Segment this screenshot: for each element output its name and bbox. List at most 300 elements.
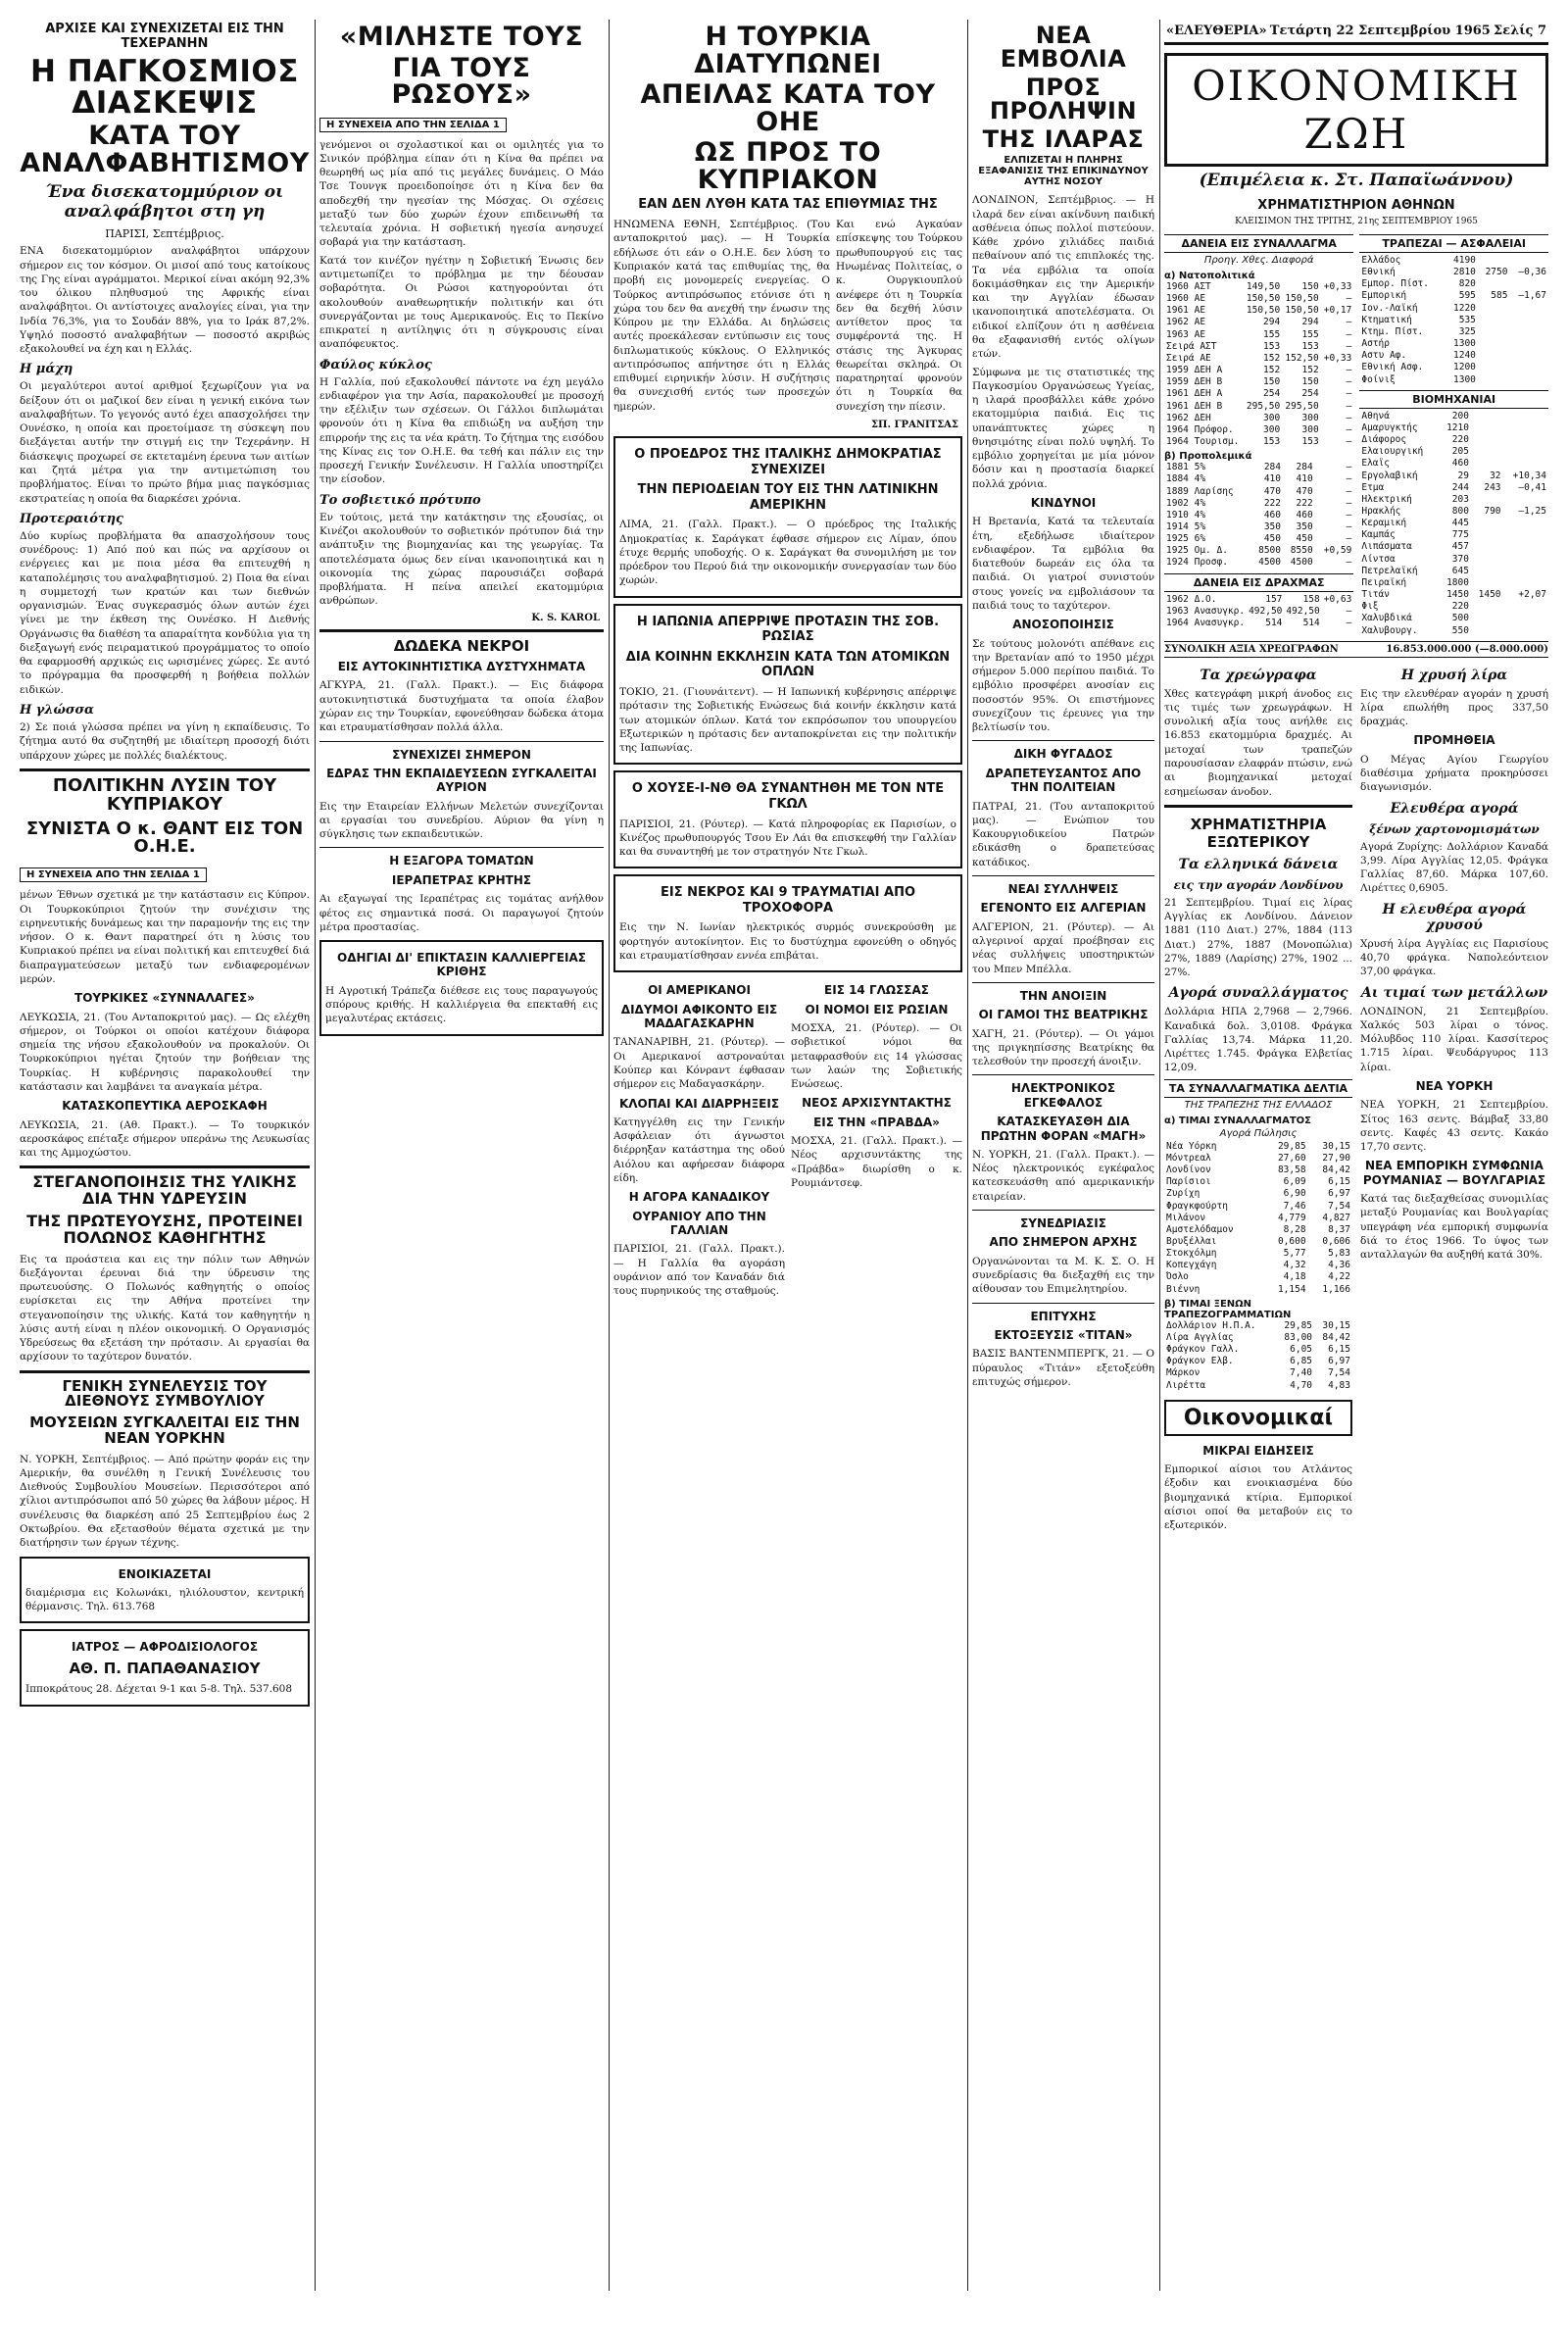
row-label: Ιον.-Λαϊκή [1361, 302, 1418, 314]
row-value: 155 [1263, 328, 1281, 340]
row-value [1478, 338, 1510, 350]
section-heading: Φαύλος κύκλος [319, 357, 432, 372]
classified-ad [20, 1629, 310, 1706]
table-row [1164, 329, 1353, 341]
row-label: Βιέννη [1166, 1283, 1200, 1295]
headline: Ο ΠΡΟΕΔΡΟΣ ΤΗΣ ΙΤΑΛΙΚΗΣ ΔΗΜΟΚΡΑΤΙΑΣ ΣΥΝΕΧΙΖΕΙ [634, 446, 942, 477]
row-label: Αστήρ [1361, 338, 1390, 350]
headline: ΠΡΟΣ ΠΡΟΛΗΨΙΝ [989, 73, 1138, 125]
article-body: Η Βρετανία, Κατά τα τελευταία έτη, εξεδήλωσε ιδιαίτερον ενδιαφέρον. Τα εμβόλια θα διατεθούν δωρεάν εις όλα τα παιδιά. Οι γιατροί συνιστούν στους γονείς να εμβολιάσουν τα παιδιά τους το ταχύτερον. [972, 516, 1154, 612]
row-value: 800 [1451, 505, 1469, 517]
table-row [1164, 341, 1353, 353]
article-body: ΜΟΣΧΑ, 21. (Γαλλ. Πρακτ.). — Νέος αρχισυντάκτης της «Πράβδα» διωρίσθη ο κ. Ρουμιάντσεφ. [791, 1135, 962, 1189]
row-value: 155 [1301, 328, 1319, 340]
row-label: Αθηνά [1361, 410, 1390, 421]
row-value: 775 [1451, 529, 1469, 541]
table-row [1164, 376, 1353, 388]
row-value [1503, 613, 1548, 624]
row-value [1509, 315, 1548, 326]
row-value: —1,67 [1518, 290, 1546, 302]
row-value: —0,41 [1518, 481, 1546, 493]
divider [972, 875, 1154, 876]
row-value: 150 [1301, 376, 1319, 388]
row-label: 1902 4% [1166, 497, 1206, 509]
row-value [1471, 518, 1503, 529]
table-row [1164, 317, 1353, 328]
table-row [1359, 350, 1548, 362]
table-row [1164, 618, 1353, 629]
row-value [1503, 529, 1548, 541]
row-value: 157 [1265, 593, 1283, 605]
row-value: 152 [1263, 352, 1281, 364]
notice-title: ΟΔΗΓΙΑΙ ΔΙ' ΕΠΙΚΤΑΣΙΝ ΚΑΛΛΙΕΡΓΕΙΑΣ ΚΡΙΘΗΣ [337, 951, 586, 979]
table-row [1359, 338, 1548, 350]
table-row [1359, 411, 1548, 422]
row-value [1503, 411, 1548, 422]
row-value [1478, 315, 1510, 326]
row-value [1471, 411, 1503, 422]
article-body: Σε τούτους μολονότι απέθανε εις την Βρετανίαν από το 1950 μέχρι σήμερον 5.000 περίπου παιδιά. Το εμβόλιο προσφέρει ανοσίαν εις ποσοστόν 95%. Οι επιστήμονες συνεχίζουν τις έρευνες για την βελτίωσίν του. [972, 637, 1154, 734]
divider [972, 1074, 1154, 1075]
table-title: ΔΑΝΕΙΑ ΕΙΣ ΔΡΑΧΜΑΣ [1164, 573, 1353, 592]
section-title: ΟΙΚΟΝΟΜΙΚΗ ΖΩΗ [1164, 53, 1548, 167]
row-label: 1964 Πρόφορ. [1166, 423, 1234, 435]
row-value: 4,70 [1290, 1379, 1313, 1391]
row-label: Πετρελαϊκή [1361, 565, 1418, 576]
row-value [1503, 518, 1548, 529]
row-value: 595 [1458, 290, 1476, 302]
headline: ΟΙ ΝΟΜΟΙ ΕΙΣ ΡΩΣΙΑΝ [805, 1002, 949, 1016]
ad-name: ΑΘ. Π. ΠΑΠΑΘΑΝΑΣΙΟΥ [69, 1659, 261, 1677]
row-value: 150,50 [1285, 293, 1319, 305]
row-value: 8,37 [1328, 1223, 1350, 1235]
row-label: Ζυρίχη [1166, 1188, 1200, 1200]
row-value: 284 [1263, 462, 1281, 473]
table-row [1164, 1141, 1352, 1153]
row-value: 5,83 [1328, 1248, 1350, 1260]
table-row [1164, 1213, 1352, 1224]
table-row [1164, 533, 1353, 545]
article-body: Αγορά Ζυρίχης: Δολλάριον Καναδά 3,99. Λίρα Αγγλίας 12,05. Φράγκα Γαλλίας 87,60. Μάρκα 107,60. Λιρέττες 0,6905. [1360, 840, 1548, 895]
row-label: Βρυξέλλαι [1166, 1235, 1217, 1247]
headline: Η ΑΓΟΡΑ ΚΑΝΑΔΙΚΟΥ [628, 1190, 770, 1205]
row-label: Ετμα [1361, 481, 1385, 493]
headline: ΗΛΕΚΤΡΟΝΙΚΟΣ ΕΓΚΕΦΑΛΟΣ [1010, 1081, 1116, 1110]
row-value: — [1346, 328, 1352, 340]
column-rule [609, 20, 610, 2291]
table-row [1164, 1165, 1352, 1176]
row-value: 150 [1263, 376, 1281, 388]
row-label: Εμπορ. Πίστ. [1361, 278, 1429, 290]
headline: Η ΙΑΠΩΝΙΑ ΑΠΕΡΡΙΨΕ ΠΡΟΤΑΣΙΝ ΤΗΣ ΣΟΒ. ΡΩΣΙΑΣ [636, 614, 940, 645]
article-body: ΛΟΝΔΙΝΟΝ, Σεπτέμβριος. — Η ιλαρά δεν είναι ακίνδυνη παιδική ασθένεια όπως πολλοί πιστεύουν. Κάθε χρόνο χιλιάδες παιδιά πεθαίνουν από τις επιπλοκές της. Τα νέα εμβόλια τα οποία δοκιμάσθηκαν εις την Αμερικήν και την Αγγλίαν έδωσαν ικανοποιητικά αποτελέσματα. Οι ειδικοί ελπίζουν ότι η ασθένεια θα εξαφανισθή εντός ολίγων ετών. [972, 194, 1154, 361]
divider [972, 1303, 1154, 1304]
row-value: 84,42 [1322, 1165, 1350, 1176]
row-value: 2750 [1485, 267, 1508, 278]
subheading: ΝΕΑ ΥΟΡΚΗ [1415, 1078, 1494, 1093]
row-value: 32 [1490, 470, 1501, 481]
row-value: 460 [1263, 509, 1281, 521]
row-label: Λιρέττα [1166, 1379, 1206, 1391]
row-value: 4500 [1290, 557, 1313, 569]
row-value: 294 [1301, 317, 1319, 328]
row-value: — [1346, 340, 1352, 352]
row-label: 1962 ΔΕΗ [1166, 412, 1211, 423]
row-value: 0,606 [1322, 1235, 1350, 1247]
article-body: ΑΓΚΥΡΑ, 21. (Γαλλ. Πρακτ.). — Εις διάφορα αυτοκινητιστικά δυστυχήματα τα οποία έλαβον χώραν εις την Τουρκίαν, εφονεύθησαν δώδεκα άτομα και ετραυματίσθησαν πολλά άλλα. [319, 679, 604, 734]
row-value: 645 [1451, 565, 1469, 576]
news-box [613, 874, 962, 972]
headline: Η ΕΞΑΓΟΡΑ ΤΟΜΑΤΩΝ [389, 854, 534, 868]
article-body: Εις την Εταιρείαν Ελλήνων Μελετών συνεχίζονται αι εργασίαι του συνεδρίου. Αύριον θα γίνη η σύγκλησις των εκπαιδευτικών. [319, 800, 604, 841]
row-label: Ηλεκτρική [1361, 493, 1412, 505]
section-heading: ΠΡΟΜΗΘΕΙΑ [1413, 733, 1495, 748]
row-value: 4190 [1453, 255, 1476, 266]
table-row [1164, 1367, 1352, 1379]
table-row [1164, 401, 1353, 413]
row-value [1478, 278, 1510, 290]
row-label: Σειρά ΑΕ [1166, 352, 1211, 364]
article-body: 2) Σε ποιά γλώσσα πρέπει να γίνη η εκπαίδευσις. Το ζήτημα αυτό θα συζητηθή με ιδιαίτερη προσοχή διότι υπάρχουν χώρες με πολλές διαλέκτους. [20, 720, 310, 762]
headline: ΝΕΑΙ ΣΥΛΛΗΨΕΙΣ [1007, 881, 1119, 896]
small-news-title: ΜΙΚΡΑΙ ΕΙΔΗΣΕΙΣ [1202, 1443, 1314, 1458]
boxed-notice [319, 940, 604, 1036]
row-value: +0,33 [1323, 281, 1352, 292]
row-value: 29,85 [1277, 1140, 1306, 1152]
news-box [613, 770, 962, 868]
row-value: — [1346, 497, 1352, 509]
row-value: 6,05 [1290, 1344, 1313, 1356]
row-value: 1450 [1478, 589, 1501, 601]
row-label: 1964 Τουρισμ. [1166, 436, 1240, 448]
issue-date: Τετάρτη 22 Σεπτεμβρίου 1965 [1269, 24, 1491, 38]
table-group: β) Προπολεμικά [1164, 451, 1252, 463]
subheadline: ΚΑΤΑΣΚΟΠΕΥΤΙΚΑ ΑΕΡΟΣΚΑΦΗ [62, 1099, 268, 1114]
row-value: 6,09 [1283, 1176, 1306, 1188]
brief-column-right [791, 978, 962, 1302]
subheading: Τα ελληνικά δάνεια [1178, 856, 1339, 872]
article-body: Κατά τον κινέζον ηγέτην η Σοβιετική Ένωσις δεν αντιμετωπίζει το πρόβλημα με την δέουσαν σοβαρότητα. Οι Ρώσοι κατηγορούνται ότι ακολουθούν αναθεωρητικήν πολιτικήν και ότι συνεργάζονται με τους Αμερικανούς. Εις το Πεκίνο επικρατεί η αντίληψις ότι η σύγκρουσις είναι αναπόφευκτος. [319, 254, 604, 351]
row-value: 1300 [1453, 338, 1476, 350]
row-label: 1960 ΑΕ [1166, 293, 1206, 305]
row-value [1509, 326, 1548, 338]
table-row [1164, 1380, 1352, 1392]
table-row [1164, 462, 1353, 473]
row-label: 1964 Ανασυγκρ. [1166, 617, 1246, 628]
table-row [1359, 601, 1548, 613]
article-body: ΠΑΡΙΣΙΟΙ, 21. (Γαλλ. Πρακτ.). — Η Γαλλία θα αγοράση ουράνιον από τον Καναδάν διά τους πυρηνικούς της σταθμούς. [613, 1243, 785, 1298]
article-body: ΤΟΚΙΟ, 21. (Γιουνάιτεντ). — Η Ιαπωνική κυβέρνησις απέρριψε πρότασιν της Σοβιετικής Ενώσεως διά κοινήν έκκλησιν κατά των ατομικών όπλων. Κατά τον εκπρόσωπον του υπουργείου Εξωτερικών η πρότασις δεν ανταποκρίνεται εις την πολιτικήν της Ιαπωνίας. [619, 685, 956, 755]
headline: ΚΑΤΑ ΤΟΥ ΑΝΑΛΦΑΒΗΤΙΣΜΟΥ [20, 121, 310, 178]
row-value: — [1346, 376, 1352, 388]
headline: ΔΡΑΠΕΤΕΥΣΑΝΤΟΣ ΑΠΟ ΤΗΝ ΠΟΛΙΤΕΙΑΝ [985, 766, 1142, 795]
headline: Η ΠΑΓΚΟΣΜΙΟΣ ΔΙΑΣΚΕΨΙΣ [30, 54, 299, 121]
article-body: Χρυσή λίρα Αγγλίας εις Παρισίους 40,70 φράγκα. Ναπολεόντειον 37,00 φράγκα. [1360, 937, 1548, 978]
row-value: — [1346, 605, 1352, 617]
row-value [1503, 601, 1548, 613]
row-label: Καμπάς [1361, 529, 1396, 541]
column-4 [972, 20, 1154, 2291]
headline: Ο ΧΟΥΣΕ-Ι-ΝΘ ΘΑ ΣΥΝΑΝΤΗΘΗ ΜΕ ΤΟΝ ΝΤΕ ΓΚΩΛ [631, 781, 945, 812]
subheadline: Ένα δισεκατομμύριον οι αναλφάβητοι στη γη [45, 182, 284, 223]
divider [1164, 805, 1352, 808]
exchange-title: ΧΡΗΜΑΤΙΣΤΗΡΙΟΝ ΑΘΗΝΩΝ [1257, 198, 1455, 213]
article-body: μένων Έθνων σχετικά με την κατάστασιν εις Κύπρον. Οι Τουρκοκύπριοι ζητούν την συνέχισιν της ειρηνευτικής δυνάμεως και την παραμονήν της εις την νήσον. Ο κ. Θαντ παρατηρεί ότι η λύσις του Κυπριακού πρέπει να είναι πολιτική και επιτευχθεί διά διαπραγματεύσεων μεταξύ των ενδιαφερομένων μερών. [20, 889, 310, 985]
row-value: 585 [1491, 290, 1508, 302]
row-label: 1963 ΑΕ [1166, 328, 1206, 340]
table-row [1359, 589, 1548, 601]
row-value: 1200 [1453, 362, 1476, 373]
row-value: 460 [1451, 458, 1469, 470]
row-value: 500 [1451, 613, 1469, 624]
article-body: Χθες κατεγράφη μικρή άνοδος εις τις τιμές των χρεωγράφων. Η συνολική αξία τους ανήλθε εις 16.853 εκατομμύρια δραχμές. Αι μετοχαί των τραπεζών παρουσίασαν ελαφράν πτώσιν, ενώ αι βιομηχανικαί μετοχαί εσημείωσαν άνοδον. [1164, 687, 1352, 798]
row-label: Στοκχόλμη [1166, 1248, 1217, 1260]
row-value: 7,54 [1328, 1367, 1350, 1379]
row-value [1471, 566, 1503, 577]
article-body: Και ενώ Αγκαύαν επίσκεψης του Τούρκου πρωθυπουργού εις τας Ηνωμένας Πολιτείας, ο κ. Ουργκιουπλού ανέφερε ότι η Τουρκία δεν θα δεχθή λύσιν αντίθετον προς τα συμφέροντά της. Η στάσις της Άγκυρας θεωρείται σκληρά. Οι παρατηρηταί φρονούν ότι η Τουρκία θα συνεχίση την πίεσιν. [835, 219, 962, 413]
table-row [1164, 436, 1353, 448]
finance-section [1164, 20, 1548, 2291]
row-label: Διάφορος [1361, 434, 1407, 446]
row-label: Παρίσιοι [1166, 1176, 1211, 1188]
row-label: 1914 5% [1166, 521, 1206, 532]
row-value: 29 [1457, 470, 1469, 481]
row-label: Δολλάριον Η.Π.Α. [1166, 1319, 1256, 1331]
headline: ΕΠΙΤΥΧΗΣ [1030, 1309, 1097, 1323]
row-value [1503, 494, 1548, 506]
table-row [1359, 446, 1548, 458]
article-body: ΤΑΝΑΝΑΡΙΒΗ, 21. (Ρόυτερ). — Οι Αμερικανοί αστροναύται Κούπερ και Κόνραντ έφθασαν σήμερον εις Μαδαγασκάρην. [613, 1036, 785, 1091]
row-value: 8500 [1258, 545, 1281, 557]
row-label: 1962 Δ.Ο. [1166, 593, 1217, 605]
table-row [1164, 1236, 1352, 1248]
row-value: 1300 [1453, 373, 1476, 385]
row-value: 284 [1296, 462, 1313, 473]
row-label: 1925 6% [1166, 533, 1206, 545]
row-value: 153 [1301, 340, 1319, 352]
banknotes-table [1164, 1320, 1352, 1392]
row-value: 492,50 [1286, 605, 1320, 617]
row-value: 1210 [1446, 421, 1469, 433]
row-label: Όσλο [1166, 1271, 1189, 1283]
row-label: Μόντρεαλ [1166, 1152, 1211, 1164]
row-label: Λίντσα [1361, 553, 1396, 565]
table-row [1164, 1176, 1352, 1188]
section-heading: ΑΝΟΣΟΠΟΙΗΣΙΣ [1012, 618, 1114, 632]
row-value [1509, 362, 1548, 373]
row-value: 7,54 [1328, 1200, 1350, 1212]
row-value: 150,50 [1246, 305, 1281, 317]
banks-table [1359, 255, 1548, 386]
loans-table-2 [1164, 462, 1353, 569]
row-label: Φράγκον Γαλλ. [1166, 1344, 1240, 1356]
row-value [1509, 350, 1548, 362]
table-title: ΤΑ ΣΥΝΑΛΛΑΓΜΑΤΙΚΑ ΔΕΛΤΙΑ [1164, 1079, 1352, 1098]
article-body: ΗΝΩΜΕΝΑ ΕΘΝΗ, Σεπτέμβριος. (Του ανταποκριτού μας). — Η Τουρκία εδήλωσε ότι εάν ο Ο.Η.Ε. δεν λύση το Κυπριακόν κατά τας επιθυμίας της, θα προβή εις μονομερείς ενεργείας. Ο Τούρκος αντιπρόσωπος ετόνισε ότι η χώρα του δεν θα ανεχθή την ένωσιν της Κύπρου με την Ελλάδα. Αι δηλώσεις αυτές προεκάλεσαν εντύπωσιν εις τους διπλωματικούς κύκλους. Ο Ελληνικός αντιπρόσωπος απήντησε ότι η Ελλάς επιθυμεί ειρηνικήν λύσιν. Η συζήτησις θα συνεχισθή εντός των προσεχών ημερών. [613, 219, 830, 413]
row-label: 1961 ΔΕΗ Α [1166, 388, 1223, 400]
table-row [1164, 424, 1353, 436]
article-body: ΜΟΣΧΑ, 21. (Ρόυτερ). — Οι σοβιετικοί νόμοι θα μεταφρασθούν εις 14 γλώσσας των λαών της Σοβιετικής Ενώσεως. [791, 1022, 962, 1091]
row-value: 6,85 [1290, 1356, 1313, 1367]
article-body: Εν τούτοις, μετά την κατάκτησιν της εξουσίας, οι Κινέζοι ακολουθούν το σοβιετικόν πρότυπον διά την ανάπτυξιν της βιομηχανίας και της γεωργίας. Τα αποτελέσματα όμως δεν είναι ικανοποιητικά και η οικονομία της χώρας παρουσιάζει σοβαρά προβλήματα. Η πείνα απειλεί εκατομμύρια ανθρώπων. [319, 511, 604, 608]
headline: ΔΙΚΗ ΦΥΓΑΔΟΣ [1013, 747, 1113, 762]
row-value: 7,40 [1290, 1367, 1313, 1379]
newspaper-name: «ΕΛΕΥΘΕΡΙΑ» [1166, 24, 1267, 38]
article-body: Εις την ελευθέραν αγοράν η χρυσή λίρα επωλήθη προς 337,50 δραχμάς. [1360, 687, 1548, 728]
table-row [1164, 510, 1353, 521]
subheading: Ελευθέρα αγορά [1390, 800, 1519, 817]
row-value: +0,59 [1323, 545, 1352, 557]
table-group: α) Νατοπολιτικά [1164, 271, 1255, 281]
continuation-label: Η ΣΥΝΕΧΕΙΑ ΑΠΟ ΤΗΝ ΣΕΛΙΔΑ 1 [20, 868, 207, 882]
headline: ΚΛΟΠΑΙ ΚΑΙ ΔΙΑΡΡΗΞΕΙΣ [618, 1096, 780, 1111]
section-heading: Η χρυσή λίρα [1400, 667, 1508, 683]
row-label: Ελλάδος [1361, 255, 1401, 266]
row-value: 222 [1263, 497, 1281, 509]
headline: ΕΓΕΝΟΝΤΟ ΕΙΣ ΑΛΓΕΡΙΑΝ [980, 901, 1147, 916]
headline: ΠΟΛΙΤΙΚΗΝ ΛΥΣΙΝ ΤΟΥ ΚΥΠΡΙΑΚΟΥ [52, 774, 277, 815]
row-value: — [1346, 509, 1352, 521]
article-body: ΠΑΡΙΣΙΟΙ, 21. (Ρόυτερ). — Κατά πληροφορίας εκ Παρισίων, ο Κινέζος πρωθυπουργός Τσου Εν Λάι θα επισκεφθή την Γαλλίαν και θα συναντηθή με τον στρατηγόν Ντε Γκωλ. [619, 818, 956, 859]
row-value: 153 [1263, 436, 1281, 448]
row-value [1478, 350, 1510, 362]
row-value: 1,166 [1322, 1283, 1350, 1295]
section-heading: ΚΙΝΔΥΝΟΙ [1030, 495, 1097, 510]
table-row [1359, 422, 1548, 434]
table-row [1359, 315, 1548, 326]
row-label: Λονδίνον [1166, 1165, 1211, 1176]
row-label: Ελαιουργική [1361, 446, 1424, 458]
table-row [1359, 255, 1548, 267]
row-value: 6,15 [1328, 1344, 1350, 1356]
divider [20, 1165, 310, 1168]
row-value [1478, 362, 1510, 373]
row-value: 27,60 [1277, 1152, 1306, 1164]
article-body: Ν. ΥΟΡΚΗ, Σεπτέμβριος. — Από πρώτην φοράν εις την Αμερικήν, θα συνέλθη η Γενική Συνέλευσις του Διεθνούς Συμβουλίου Μουσείων. Περισσότεροι από χίλιοι αντιπρόσωποι από 50 χώρες θα λάβουν μέρος. Η συνέλευσις θα διαρκέση από 25 Σεπτεμβρίου έως 2 Οκτωβρίου. Θα εξετασθούν θέματα σχετικά με την διατήρησιν των έργων τέχνης. [20, 1453, 310, 1550]
row-value: 1240 [1453, 350, 1476, 362]
total-value: 16.853.000.000 (—8.000.000) [1386, 643, 1548, 655]
section-heading: Η γλώσσα [20, 702, 95, 718]
table-row [1164, 606, 1353, 618]
row-label: 1959 ΔΕΗ Β [1166, 376, 1223, 388]
table-row [1164, 1201, 1352, 1213]
table-row [1164, 473, 1353, 485]
row-value: 84,42 [1322, 1331, 1350, 1343]
article-body: Εμπορικοί αίσιοι του Ατλάντος έξοδιν και ενοικιασμένα δύο βιομηχανικά κτίρια. Εμπορικοί αίσιοι οποί θα μεταβούν εις το εξωτερικόν. [1164, 1463, 1352, 1532]
row-label: 1960 ΑΣΤ [1166, 281, 1211, 292]
row-value: +10,34 [1512, 470, 1546, 481]
table-row [1164, 1320, 1352, 1332]
section-heading: Τα χρεώγραφα [1200, 667, 1317, 683]
row-value: 150,50 [1246, 293, 1281, 305]
row-value: — [1346, 436, 1352, 448]
loans-table [1164, 281, 1353, 448]
row-value: 243 [1484, 481, 1501, 493]
table-row [1164, 413, 1353, 424]
row-value: 4,36 [1328, 1260, 1350, 1271]
row-value [1471, 613, 1503, 624]
divider [972, 1210, 1154, 1211]
table-row [1164, 1260, 1352, 1271]
row-label: Φραγκφούρτη [1166, 1200, 1228, 1212]
row-value: 27,90 [1322, 1152, 1350, 1164]
table-row [1164, 521, 1353, 533]
finance-columns [1164, 662, 1548, 1537]
row-value: 460 [1296, 509, 1313, 521]
row-value: 300 [1263, 423, 1281, 435]
table-row [1164, 1153, 1352, 1165]
row-value: +2,07 [1518, 589, 1546, 601]
table-row [1164, 365, 1353, 376]
row-value: 457 [1451, 541, 1469, 553]
article-body: Εις την Ν. Ιωνίαν ηλεκτρικός συρμός συνεκρούσθη με φορτηγόν αυτοκίνητον. Εις το δυστύχημα εφονεύθη ο οδηγός και ετραυματίσθησαν εννέα επιβάται. [619, 921, 956, 963]
exchange-subtitle: ΚΛΕΙΣΙΜΟΝ ΤΗΣ ΤΡΙΤΗΣ, 21ης ΣΕΠΤΕΜΒΡΙΟΥ 1965 [1235, 217, 1478, 226]
article-body: Δύο κυρίως προβλήματα θα απασχολήσουν τους συνέδρους: 1) Από πού και πώς να αρχίσουν οι ενέργειες και με ποια μέσα θα επιτευχθή η καταπολέμησις του αναλφαβητισμού. 2) Ποια θα είναι η συμμετοχή των κρατών και των διεθνών οργανισμών. Ένας συγκερασμός όλων αυτών έχει γίνει με την έκθεση της Ουνέσκο. Η Διεθνής Οργάνωσις θα διαθέση τα απαραίτητα κονδύλια για τη διεξαγωγή ενός πειραματικού προγράμματος το οποίο θα εφαρμοσθή αρχικώς εις ωρισμένες χώρες. Σε αυτό το πρόγραμμα θα προσφερθή η βοήθεια πολλών ειδικών. [20, 529, 310, 696]
headline: ΤΗΝ ΑΝΟΙΞΙΝ [1019, 988, 1107, 1003]
row-value: 535 [1458, 314, 1476, 325]
row-label: Κτηματική [1361, 314, 1412, 325]
row-value: 30,15 [1322, 1140, 1350, 1152]
row-value: 8550 [1290, 545, 1313, 557]
row-value: 4,22 [1328, 1271, 1350, 1283]
row-value: — [1346, 400, 1352, 412]
row-value: 1450 [1446, 589, 1469, 601]
row-label: 1961 ΔΕΗ Β [1166, 400, 1223, 412]
table-row [1359, 374, 1548, 386]
byline: ΣΠ. ΓΡΑΝΙΤΣΑΣ [870, 419, 958, 430]
row-label: Τιτάν [1361, 589, 1390, 601]
row-value: 514 [1302, 617, 1320, 628]
table-row [1359, 278, 1548, 290]
row-label: Λιπάσματα [1361, 541, 1412, 553]
table-row [1359, 506, 1548, 518]
row-value: 200 [1451, 410, 1469, 421]
headline: ΙΕΡΑΠΕΤΡΑΣ ΚΡΗΤΗΣ [391, 872, 532, 887]
row-value: — [1346, 388, 1352, 400]
table-row [1359, 566, 1548, 577]
row-value [1471, 601, 1503, 613]
row-label: 1889 Λαρίσης [1166, 485, 1234, 497]
row-value: 6,90 [1283, 1188, 1306, 1200]
row-value [1471, 446, 1503, 458]
loans-table-block [1164, 230, 1353, 637]
row-value: 6,15 [1328, 1176, 1350, 1188]
headline: ΤΗΣ ΠΡΩΤΕΥΟΥΣΗΣ, ΠΡΟΤΕΙΝΕΙ ΠΟΛΩΝΟΣ ΚΑΘΗΓΗΤΗΣ [26, 1211, 303, 1247]
news-box [613, 604, 962, 766]
row-label: Ελαϊς [1361, 458, 1390, 470]
subheading: Η ελευθέρα αγορά χρυσού [1382, 901, 1527, 933]
headline: «ΜΙΛΗΣΤΕ ΤΟΥΣ [339, 22, 584, 52]
column-rule [1159, 20, 1160, 2291]
section-editor: (Επιμέλεια κ. Στ. Παπαϊωάννου) [1199, 171, 1514, 190]
headline: ΜΟΥΣΕΙΩΝ ΣΥΓΚΑΛΕΙΤΑΙ ΕΙΣ ΤΗΝ ΝΕΑΝ ΥΟΡΚΗΝ [29, 1413, 300, 1447]
table-row [1359, 326, 1548, 338]
row-value: — [1346, 423, 1352, 435]
headline: ΑΠΕΙΛΑΣ ΚΑΤΑ ΤΟΥ ΟΗΕ [640, 79, 936, 137]
row-value [1509, 338, 1548, 350]
fx-table [1164, 1141, 1352, 1296]
headline: ΟΙ ΓΑΜΟΙ ΤΗΣ ΒΕΑΤΡΙΚΗΣ [978, 1008, 1149, 1022]
row-value [1471, 434, 1503, 446]
article-body: 21 Σεπτεμβρίου. Τιμαί εις λίρας Αγγλίας εκ Λονδίνου. Δάνειον 1881 (110 Διατ.) 27%, 1884 (113 Διατ.) 27%, 1887 (Μονοπώλια) 27%, 1889 (Λαρίσης) 27%, 1902 ... 27%. [1164, 896, 1352, 979]
row-value: — [1346, 412, 1352, 423]
row-label: Εργολαβική [1361, 470, 1418, 481]
top-kicker: ΑΡΧΙΣΕ ΚΑΙ ΣΥΝΕΧΙΖΕΤΑΙ ΕΙΣ ΤΗΝ ΤΕΧΕΡΑΝΗΝ [45, 22, 284, 51]
row-label: Φοίνιξ [1361, 373, 1396, 385]
row-value [1471, 554, 1503, 566]
row-label: Φράγκον Ελβ. [1166, 1356, 1234, 1367]
row-value: 492,50 [1249, 605, 1283, 617]
